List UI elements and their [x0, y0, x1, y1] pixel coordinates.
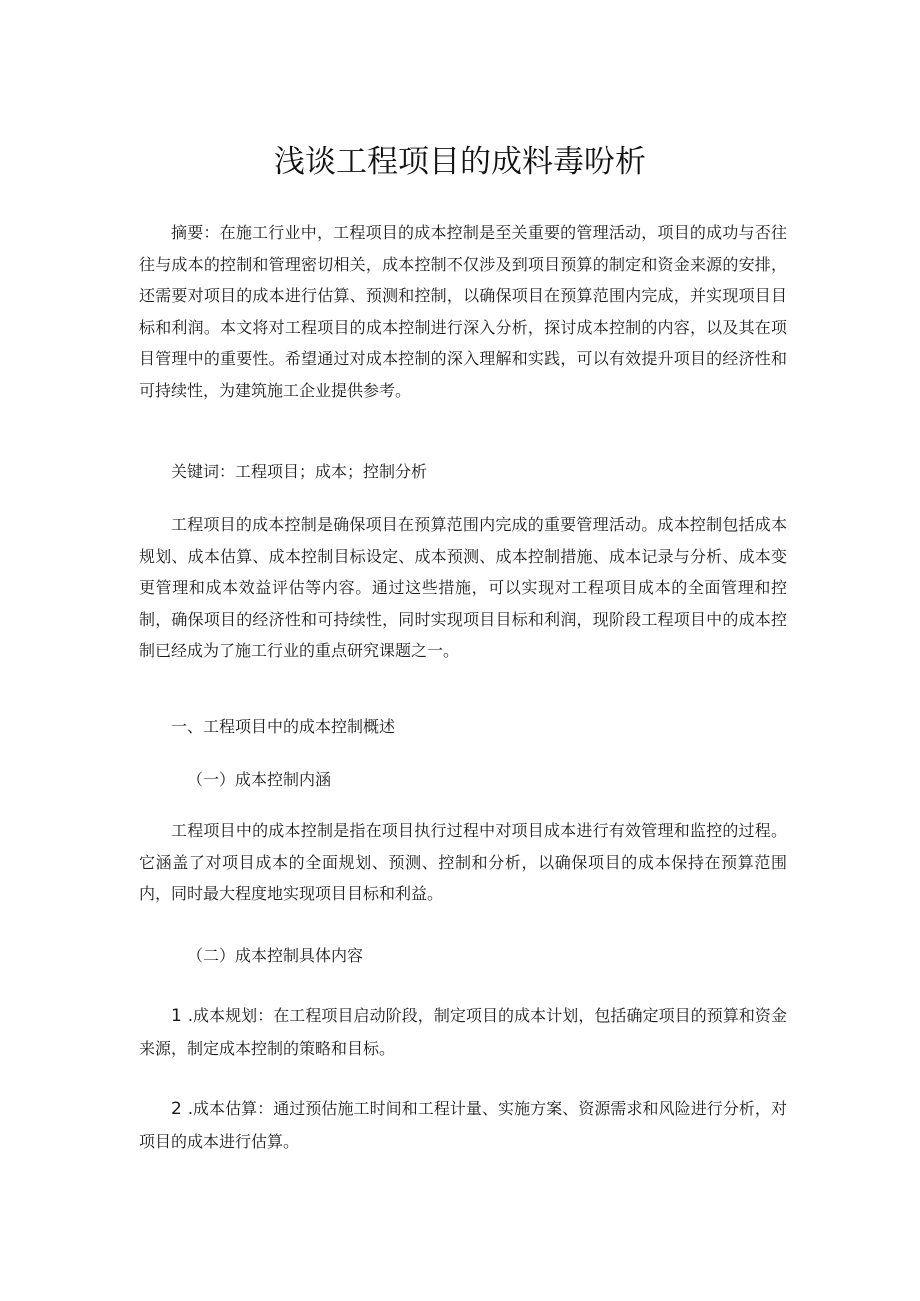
- list-item-2: [139, 1093, 787, 1157]
- intro-paragraph: 工程项目的成本控制是确保项目在预算范围内完成的重要管理活动。成本控制包括成本规划、成本估算、成本控制目标设定、成本预测、成本控制措施、成本记录与分析、成本变更管理和成本效益评估等内容。通过这些措施，可以实现对工程项目成本的全面管理和控制，确保项目的经济性和可持续性，同时实现项目目标和利润，现阶段工程项目中的成本控制已经成为了施工行业的重点研究课题之一。: [139, 515, 787, 661]
- section-heading-1: 一、工程项目中的成本控制概述: [171, 717, 396, 736]
- subsection-heading-2: （二）成本控制具体内容: [187, 946, 364, 965]
- keywords-line: 关键词：工程项目；成本；控制分析: [171, 462, 428, 481]
- document-title: 浅谈工程项目的成料毒吩析: [274, 144, 646, 180]
- list-item-number: 1: [171, 1006, 188, 1026]
- abstract-paragraph: 摘要：在施工行业中，工程项目的成本控制是至关重要的管理活动，项目的成功与否往往与成本的控制和管理密切相关，成本控制不仅涉及到项目预算的制定和资金来源的安排，还需要对项目的成本进行估算、预测和控制，以确保项目在预算范围内完成，并实现项目目标和利润。本文将对工程项目的成本控制进行深入分析，探讨成本控制的内容，以及其在项目管理中的重要性。希望通过对成本控制的深入理解和实践，可以有效提升项目的经济性和可持续性，为建筑施工企业提供参考。: [139, 223, 787, 400]
- subsection-heading-1: （一）成本控制内涵: [187, 770, 332, 789]
- list-item-text: .成本估算：通过预估施工时间和工程计量、实施方案、资源需求和风险进行分析，对项目的成本进行估算。: [139, 1099, 787, 1151]
- subsection-1-paragraph: 工程项目中的成本控制是指在项目执行过程中对项目成本进行有效管理和监控的过程。它涵盖了对项目成本的全面规划、预测、控制和分析，以确保项目的成本保持在预算范围内，同时最大程度地实现项目目标和利益。: [139, 821, 787, 904]
- list-item-text: .成本规划：在工程项目启动阶段，制定项目的成本计划，包括确定项目的预算和资金来源，制定成本控制的策略和目标。: [139, 1006, 787, 1058]
- list-item-1: [139, 1000, 787, 1064]
- list-item-number: 2: [171, 1099, 188, 1119]
